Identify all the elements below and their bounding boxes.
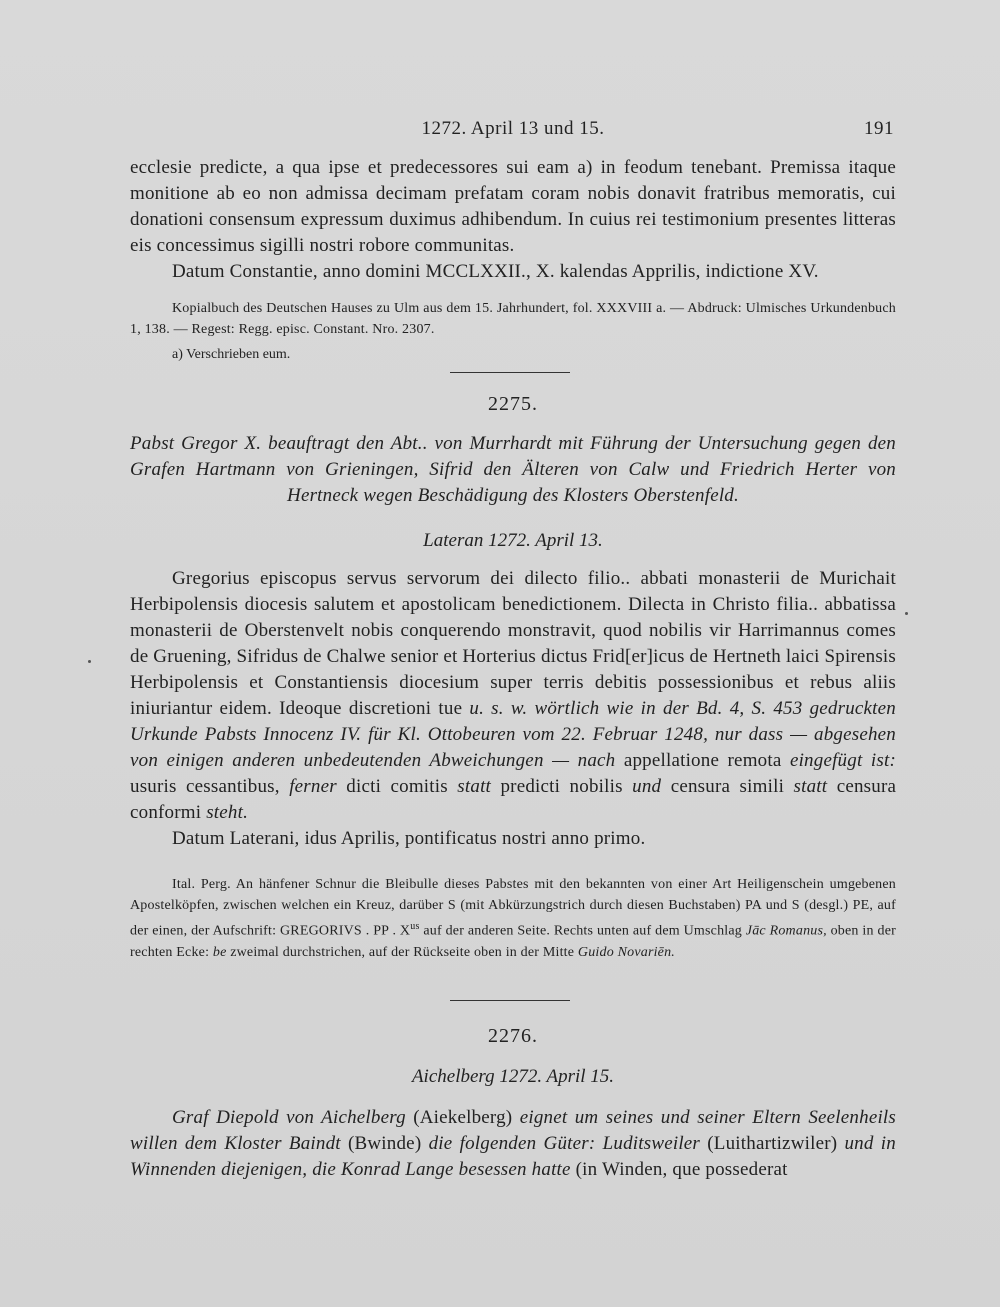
paper-speck: [905, 612, 908, 615]
doc-2276-summary-text: [130, 1105, 896, 1183]
prev-doc-source: [130, 298, 896, 340]
doc-2276-s4-it: und in Winnenden diejenigen, die Konrad Lange besessen hatte: [130, 1133, 896, 1180]
doc-2275-datum: Datum Laterani, idus Aprilis, pontificatus nostri anno primo.: [172, 828, 646, 849]
doc-2275-body: [130, 566, 896, 852]
prev-doc-datum: Datum Constantie, anno domini MCCLXXII., X. kalendas Apprilis, indictione XV.: [172, 261, 819, 282]
doc-2275-editorial-5: und: [632, 776, 662, 797]
doc-2276-s1: (Aiekelberg): [413, 1107, 513, 1128]
doc-2275-quote-4: predicti nobilis: [500, 776, 623, 797]
doc-2275-source: [130, 874, 896, 963]
doc-2276-s3: (Luithartizwiler): [707, 1133, 838, 1154]
doc-2275-editorial-4: statt: [457, 776, 492, 797]
header-title: 1272. April 13 und 15.: [421, 118, 605, 139]
prev-doc-source-text: Kopialbuch des Deutschen Hauses zu Ulm aus dem 15. Jahrhundert, fol. XXXVIII a. — Abdruck: Ulmisches Urkundenbuch 1, 138. — Regest: Regg. episc. Constant. Nro. 2307.: [130, 301, 896, 337]
doc-2275-editorial-3: ferner: [289, 776, 337, 797]
doc-2276-s3-it: die folgenden Güter: Luditsweiler: [428, 1133, 701, 1154]
doc-2275-source-1: Ital. Perg. An hänfener Schnur die Bleibulle dieses Pabstes mit den bekannten von einer Art Heiligenschein umgebenen Apostelköpfen, zwischen welchen ein Kreuz, darüber S (mit Abkürzungstrich durch diesen Buchstaben) PA und S (desgl.) PE, auf der einen, der Aufschrift: GREGORIVS . PP . X: [130, 877, 896, 939]
doc-2275-quote-3: dicti comitis: [346, 776, 448, 797]
paper-speck: [88, 660, 91, 663]
prev-doc-text: ecclesie predicte, a qua ipse et predecessores sui eam a) in feodum tenebant. Premissa itaque monitione ab eo non admissa decimam prefatam coram nobis donavit fratribus memoratis, cui donationi consensum expressum duximus adhibendum. In cuius rei testimonium presentes litteras eis concessimus sigilli nostri robore communitas.: [130, 157, 896, 256]
doc-2275-quote-5: censura simili: [670, 776, 785, 797]
page-number: 191: [864, 118, 894, 139]
doc-2275-text: [130, 566, 896, 826]
doc-2275-quote-6: censura conformi: [130, 776, 897, 823]
doc-2275-source-2: auf der anderen Seite. Rechts unten auf dem Umschlag: [423, 923, 742, 939]
doc-number-2275: 2275.: [488, 393, 538, 415]
doc-2276-s2: (Bwinde): [347, 1133, 422, 1154]
doc-2275-summary-text: Pabst Gregor X. beauftragt den Abt.. von Murrhardt mit Führung der Untersuchung gegen den Grafen Hartmann von Grieningen, Sifrid den Älteren von Calw und Friedrich Herter von Hertneck wegen Beschädigung des Klosters Oberstenfeld.: [130, 433, 896, 506]
doc-2276-place-date: Aichelberg 1272. April 15.: [411, 1066, 615, 1087]
doc-2275-editorial-2: eingefügt ist:: [789, 750, 896, 771]
doc-2275-quote-1: appellatione remota: [623, 750, 782, 771]
prev-doc-paragraph: [130, 155, 896, 285]
doc-2275-source-3: oben in der rechten Ecke:: [130, 923, 896, 960]
doc-2275-source-text: [130, 874, 896, 963]
doc-2275-place-date: Lateran 1272. April 13.: [423, 530, 603, 551]
doc-number-2276: 2276.: [488, 1025, 538, 1047]
doc-2276-s4: (in Winden, que possederat: [575, 1159, 788, 1180]
doc-2275-latin: Gregorius episcopus servus servorum dei dilecto filio.. abbati monasterii de Murichait Herbipolensis diocesis salutem et apostolicam benedictionem. Dilecta in Christo filia.. abbatissa monasterii de Oberstenvelt nobis conquerendo monstravit, quod nobilis vir Harrimannus comes de Gruening, Sifridus de Chalwe senior et Horterius dictus Frid[er]icus de Hertneth laici Spirensis Herbipolensis et Constantiensis diocesium super terris debitis possessionibus et rebus aliis iniuriantur eidem. Ideoque discretioni tue: [130, 568, 896, 719]
doc-2275-quote-2: usuris cessantibus,: [130, 776, 280, 797]
doc-2276-summary: [130, 1105, 896, 1183]
separator-rule-2: [450, 1000, 570, 1001]
running-header: [130, 118, 896, 144]
doc-2275-source-it-1: Jāc Romanus,: [745, 923, 827, 939]
doc-2275-source-it-2: be: [212, 944, 227, 960]
separator-rule: [450, 372, 570, 373]
doc-2276-s2-it: eignet um seines und seiner Eltern Seelenheils willen dem Kloster Baindt: [130, 1107, 896, 1154]
doc-2275-editorial-6: statt: [793, 776, 828, 797]
doc-2275-editorial-1: u. s. w. wörtlich wie in der Bd. 4, S. 453 gedruckten Urkunde Pabsts Innocenz IV. für Kl. Ottobeuren vom 22. Februar 1248, nur dass — abgesehen von einigen anderen unbedeutenden Abweichungen — nach: [130, 698, 896, 771]
doc-2275-source-4: zweimal durchstrichen, auf der Rückseite oben in der Mitte: [230, 944, 575, 960]
doc-2275-editorial-7: steht.: [206, 802, 249, 823]
prev-doc-footnote: a) Verschrieben eum.: [172, 347, 291, 362]
doc-2275-source-sup: us: [410, 921, 420, 932]
doc-2276-s1-it: Graf Diepold von Aichelberg: [172, 1107, 406, 1128]
doc-2275-source-it-3: Guido Novariēn.: [577, 944, 675, 960]
doc-2275-summary: [130, 431, 896, 509]
